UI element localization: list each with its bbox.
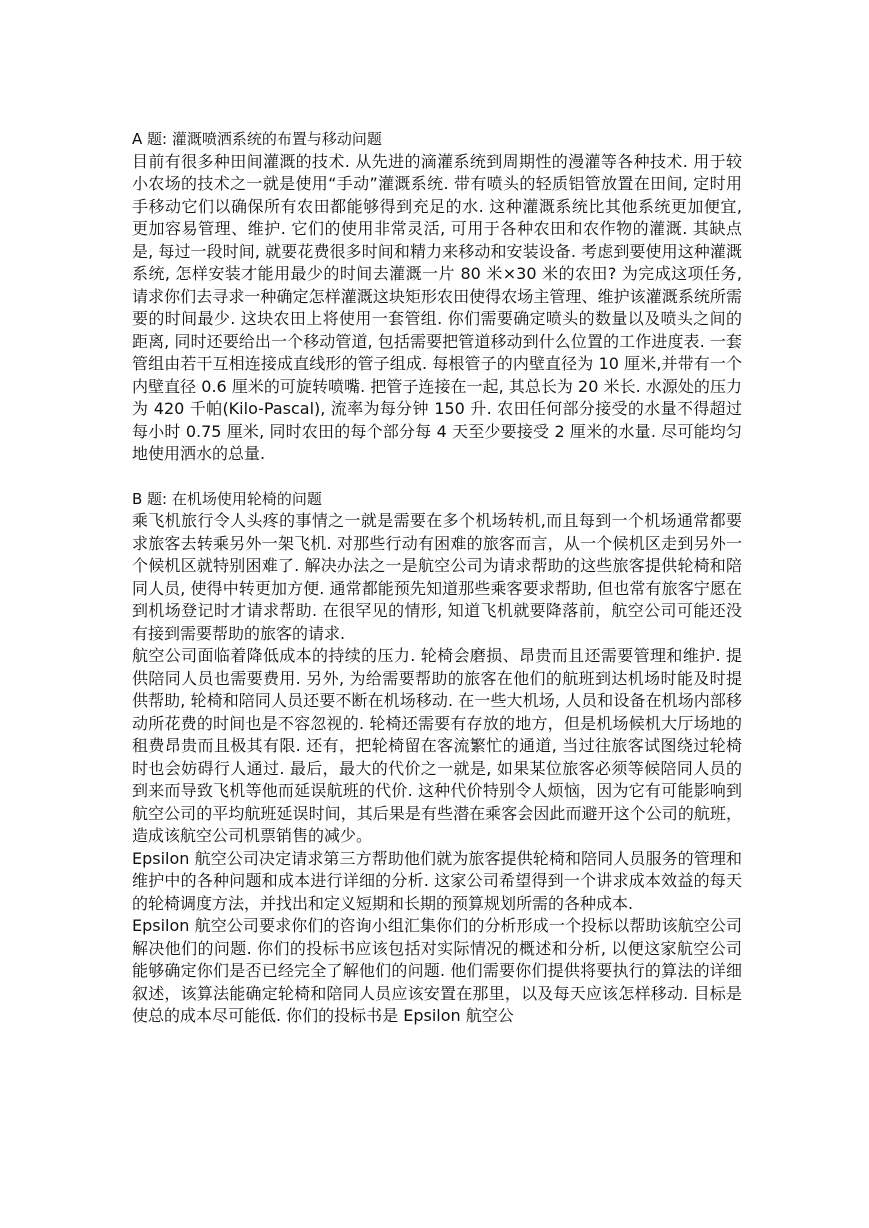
problem-b-heading: B 题: 在机场使用轮椅的问题 xyxy=(132,489,322,508)
problem-b-paragraph-3: Epsilon 航空公司决定请求第三方帮助他们就为旅客提供轮椅和陪同人员服务的管理和维护中的各种问题和成本进行详细的分析. 这家公司希望得到一个讲求成本效益的每天的轮椅调度方法，并找出和定义短期和长期的预算规划所需的各种成本. xyxy=(132,848,742,913)
document-body xyxy=(132,128,742,1028)
problem-a-heading: A 题: 灌溉喷洒系统的布置与移动问题 xyxy=(132,130,382,148)
problem-b-paragraph-1: 乘飞机旅行令人头疼的事情之一就是需要在多个机场转机,而且每到一个机场通常都要求旅客去转乘另外一架飞机. 对那些行动有困难的旅客而言，从一个候机区走到另外一个候机区就特别困难了. 解决办法之一是航空公司为请求帮助的这些旅客提供轮椅和陪同人员, 使得中转更加方便. 通常都能预先知道那些乘客要求帮助, 但也常有旅客宁愿在到机场登记时才请求帮助. 在很罕见的情形, 知道飞机就要降落前，航空公司可能还没有接到需要帮助的旅客的请求. xyxy=(132,511,742,643)
problem-a-section xyxy=(132,128,742,466)
problem-b-paragraph-4: Epsilon 航空公司要求你们的咨询小组汇集你们的分析形成一个投标以帮助该航空公司解决他们的问题. 你们的投标书应该包括对实际情况的概述和分析, 以便这家航空公司能够确定你们是否已经完全了解他们的问题. 他们需要你们提供将要执行的算法的详细叙述，该算法能确定轮椅和陪同人员应该安置在那里，以及每天应该怎样移动. 目标是使总的成本尽可能低. 你们的投标书是 Epsilon 航空公 xyxy=(132,916,742,1025)
section-spacer xyxy=(132,466,742,488)
problem-b-section xyxy=(132,488,742,1028)
problem-a-paragraph: 目前有很多种田间灌溉的技术. 从先进的滴灌系统到周期性的漫灌等各种技术. 用于较小农场的技术之一就是使用“手动”灌溉系统. 带有喷头的轻质铝管放置在田间, 定时用手移动它们以确保所有农田都能够得到充足的水. 这种灌溉系统比其他系统更加便宜, 更加容易管理、维护. 它们的使用非常灵活, 可用于各种农田和农作物的灌溉. 其缺点是, 每过一段时间, 就要花费很多时间和精力来移动和安装设备. 考虑到要使用这种灌溉系统, 怎样安装才能用最少的时间去灌溉一片 80 米×30 米的农田? 为完成这项任务, 请求你们去寻求一种确定怎样灌溉这块矩形农田使得农场主管理、维护该灌溉系统所需要的时间最少. 这块农田上将使用一套管组. 你们需要确定喷头的数量以及喷头之间的距离, 同时还要给出一个移动管道, 包括需要把管道移动到什么位置的工作进度表. 一套管组由若干互相连接成直线形的管子组成. 每根管子的内壁直径为 10 厘米,并带有一个内壁直径 0.6 厘米的可旋转喷嘴. 把管子连接在一起, 其总长为 20 米长. 水源处的压力为 420 千帕(Kilo-Pascal), 流率为每分钟 150 升. 农田任何部分接受的水量不得超过每小时 0.75 厘米, 同时农田的每个部分每 4 天至少要接受 2 厘米的水量. 尽可能均匀地使用洒水的总量. xyxy=(132,151,742,463)
problem-b-paragraph-2: 航空公司面临着降低成本的持续的压力. 轮椅会磨损、昂贵而且还需要管理和维护. 提供陪同人员也需要费用. 另外, 为给需要帮助的旅客在他们的航班到达机场时能及时提供帮助, 轮椅和陪同人员还要不断在机场移动. 在一些大机场, 人员和设备在机场内部移动所花费的时间也是不容忽视的. 轮椅还需要有存放的地方，但是机场候机大厅场地的租费昂贵而且极其有限. 还有，把轮椅留在客流繁忙的通道, 当过往旅客试图绕过轮椅时也会妨碍行人通过. 最后，最大的代价之一就是, 如果某位旅客必须等候陪同人员的到来而导致飞机等他而延误航班的代价. 这种代价特别令人烦恼，因为它有可能影响到航空公司的平均航班延误时间，其后果是有些潜在乘客会因此而避开这个公司的航班，造成该航空公司机票销售的减少。 xyxy=(132,646,742,845)
